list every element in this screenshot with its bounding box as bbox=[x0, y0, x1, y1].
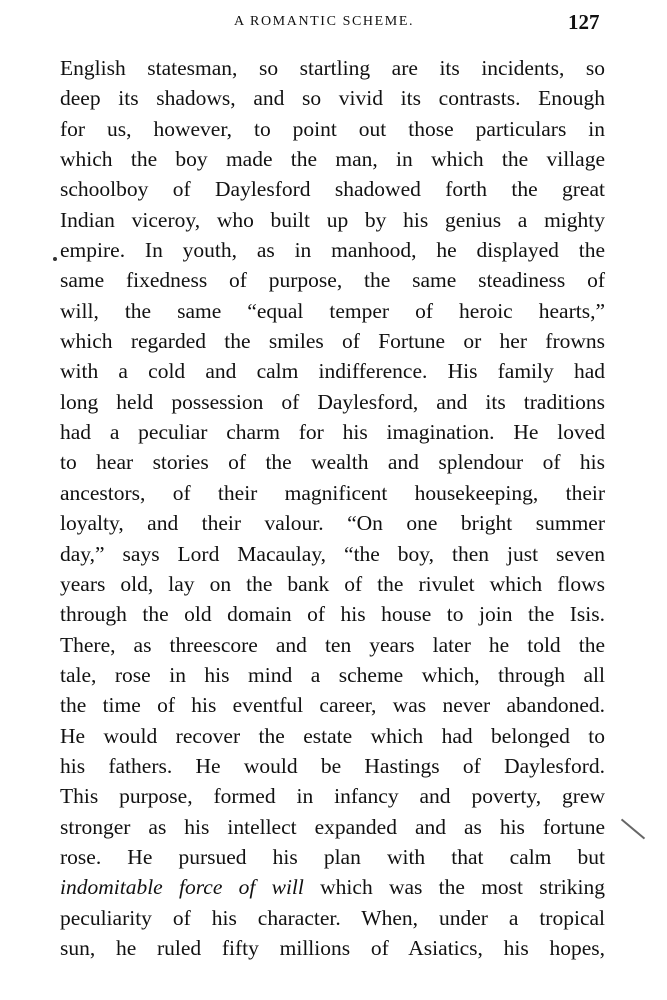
text-line: This purpose, formed in infancy and poverty, grew bbox=[60, 784, 605, 809]
text-line: will, the same “equal temper of heroic hearts,” bbox=[60, 298, 605, 323]
text-line: rose. He pursued his plan with that calm but bbox=[60, 844, 605, 869]
text-line: had a peculiar charm for his imagination. He loved bbox=[60, 420, 605, 445]
text-line: for us, however, to point out those particulars in bbox=[60, 116, 605, 141]
stray-ink-mark bbox=[53, 257, 57, 261]
text-line-with-italic bbox=[60, 872, 605, 902]
text-line: years old, lay on the bank of the rivulet which flows bbox=[60, 571, 605, 596]
text-line: stronger as his intellect expanded and as his fortune bbox=[60, 814, 605, 839]
text-line: deep its shadows, and so vivid its contrasts. Enough bbox=[60, 86, 605, 111]
text-line: which the boy made the man, in which the village bbox=[60, 147, 605, 172]
page-number: 127 bbox=[568, 10, 600, 34]
running-title: A ROMANTIC SCHEME. bbox=[234, 14, 415, 29]
text-line: loyalty, and their valour. “On one bright summer bbox=[60, 511, 605, 536]
body-text bbox=[60, 53, 605, 963]
italic-phrase: indomitable force of will bbox=[60, 875, 304, 900]
running-head bbox=[0, 10, 667, 40]
text-line: He would recover the estate which had belonged to bbox=[60, 723, 605, 748]
text-line: his fathers. He would be Hastings of Daylesford. bbox=[60, 753, 605, 778]
stray-scratch-mark bbox=[621, 819, 645, 840]
text-line: schoolboy of Daylesford shadowed forth the great bbox=[60, 177, 605, 202]
text-line: peculiarity of his character. When, under a tropical bbox=[60, 905, 605, 930]
text-fragment: which was the most striking bbox=[303, 875, 605, 900]
text-line: through the old domain of his house to join the Isis. bbox=[60, 602, 605, 627]
text-line: the time of his eventful career, was never abandoned. bbox=[60, 693, 605, 718]
text-line: long held possession of Daylesford, and its traditions bbox=[60, 389, 605, 414]
text-line: sun, he ruled fifty millions of Asiatics, his hopes, bbox=[60, 935, 605, 960]
text-line: which regarded the smiles of Fortune or her frowns bbox=[60, 329, 605, 354]
text-line: with a cold and calm indifference. His family had bbox=[60, 359, 605, 384]
text-line: English statesman, so startling are its incidents, so bbox=[60, 56, 605, 80]
text-line: ancestors, of their magnificent housekeeping, their bbox=[60, 480, 605, 505]
text-line: empire. In youth, as in manhood, he displayed the bbox=[60, 238, 605, 263]
text-line: There, as threescore and ten years later he told the bbox=[60, 632, 605, 657]
text-line: Indian viceroy, who built up by his genius a mighty bbox=[60, 207, 605, 232]
text-line: day,” says Lord Macaulay, “the boy, then just seven bbox=[60, 541, 605, 566]
text-line: same fixedness of purpose, the same steadiness of bbox=[60, 268, 605, 293]
text-line: tale, rose in his mind a scheme which, through all bbox=[60, 662, 605, 687]
text-line: to hear stories of the wealth and splendour of his bbox=[60, 450, 605, 475]
